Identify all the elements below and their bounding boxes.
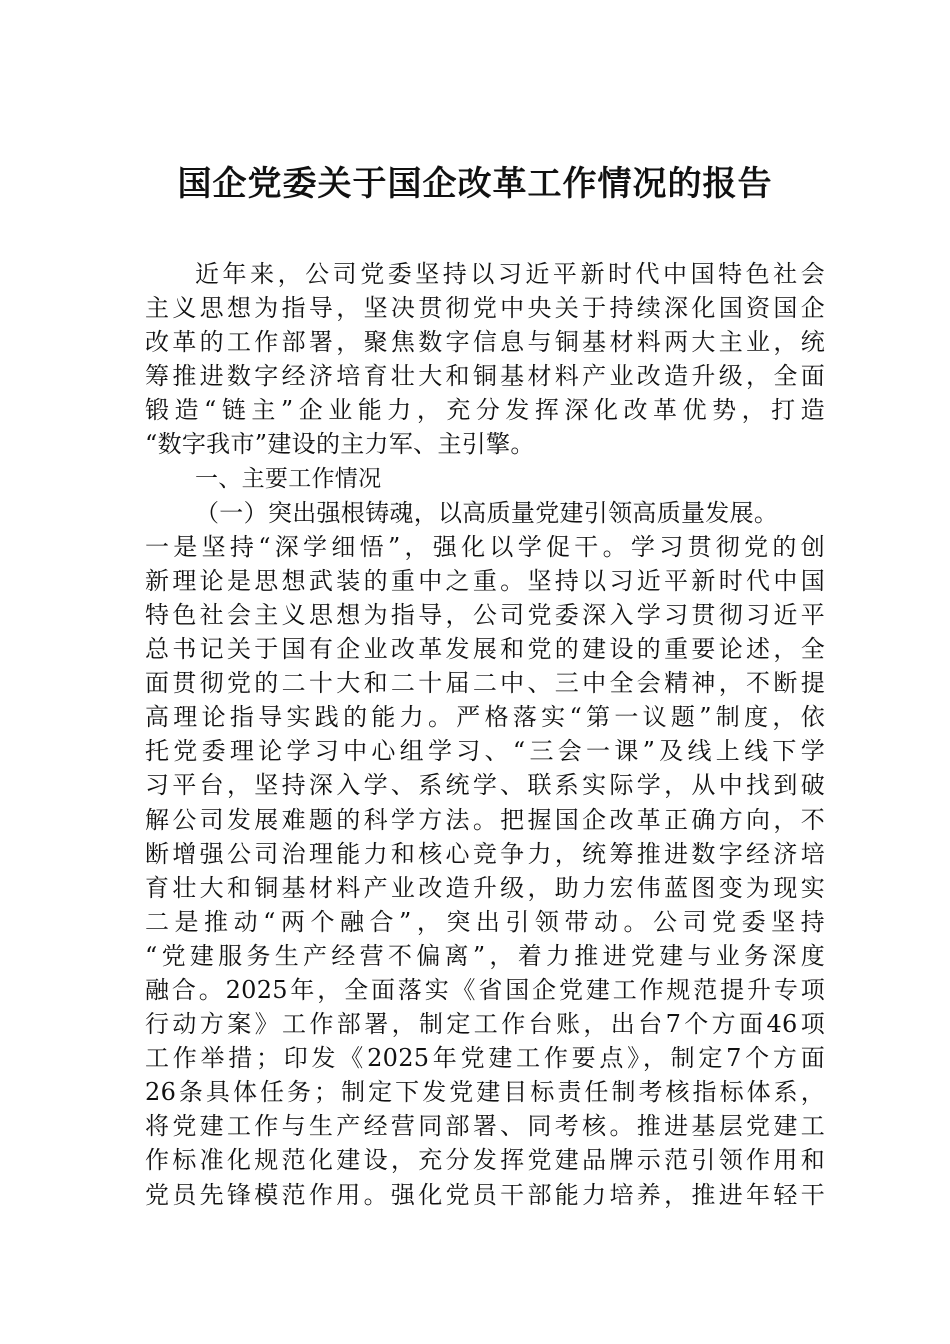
paragraph-line: 总书记关于国有企业改革发展和党的建设的重要论述，全 — [145, 635, 825, 664]
paragraph-line: 工作举措；印发《2025年党建工作要点》，制定7个方面 — [145, 1044, 825, 1073]
paragraph-line: 融合。2025年，全面落实《省国企党建工作规范提升专项 — [145, 975, 825, 1004]
paragraph-line: 面贯彻党的二十大和二十届二中、三中全会精神，不断提 — [145, 669, 825, 698]
paragraph-line: “数字我市”建设的主力军、主引擎。 — [145, 430, 535, 459]
section-heading: 一、主要工作情况 — [195, 465, 382, 492]
paragraph-line: 党员先锋模范作用。强化党员干部能力培养，推进年轻干 — [145, 1180, 825, 1209]
paragraph-line: 改革的工作部署，聚焦数字信息与铜基材料两大主业，统 — [145, 328, 825, 357]
paragraph-line: 特色社会主义思想为指导，公司党委深入学习贯彻习近平 — [145, 600, 825, 629]
paragraph-line: 主义思想为指导，坚决贯彻党中央关于持续深化国资国企 — [145, 294, 825, 323]
paragraph-line: 将党建工作与生产经营同部署、同考核。推进基层党建工 — [145, 1112, 825, 1141]
paragraph-line: （一）突出强根铸魂，以高质量党建引领高质量发展。 — [195, 498, 779, 527]
paragraph-line: 托党委理论学习中心组学习、“三会一课”及线上线下学 — [145, 737, 825, 766]
paragraph-line: 断增强公司治理能力和核心竞争力，统筹推进数字经济培 — [145, 839, 825, 868]
paragraph-line: 筹推进数字经济培育壮大和铜基材料产业改造升级，全面 — [145, 362, 825, 391]
paragraph-line: 近年来，公司党委坚持以习近平新时代中国特色社会 — [195, 260, 825, 288]
document-body — [145, 257, 825, 1212]
paragraph-line: 锻造“链主”企业能力，充分发挥深化改革优势，打造 — [145, 396, 825, 425]
paragraph-line: 二是推动“两个融合”，突出引领带动。公司党委坚持 — [145, 907, 825, 936]
paragraph-line: 行动方案》工作部署，制定工作台账，出台7个方面46项 — [145, 1010, 825, 1039]
paragraph-line: 育壮大和铜基材料产业改造升级，助力宏伟蓝图变为现实 — [145, 873, 825, 902]
document-title: 国企党委关于国企改革工作情况的报告 — [177, 164, 773, 204]
paragraph-line: 高理论指导实践的能力。严格落实“第一议题”制度，依 — [145, 703, 825, 732]
paragraph-line: 一是坚持“深学细悟”，强化以学促干。学习贯彻党的创 — [145, 532, 825, 561]
paragraph-line: 26条具体任务；制定下发党建目标责任制考核指标体系， — [145, 1078, 825, 1107]
paragraph-line: 新理论是思想武装的重中之重。坚持以习近平新时代中国 — [145, 566, 825, 595]
paragraph-line: 作标准化规范化建设，充分发挥党建品牌示范引领作用和 — [145, 1146, 825, 1175]
paragraph-line: “党建服务生产经营不偏离”，着力推进党建与业务深度 — [145, 941, 825, 970]
paragraph-line: 解公司发展难题的科学方法。把握国企改革正确方向，不 — [145, 805, 825, 834]
paragraph-line: 习平台，坚持深入学、系统学、联系实际学，从中找到破 — [145, 771, 825, 800]
